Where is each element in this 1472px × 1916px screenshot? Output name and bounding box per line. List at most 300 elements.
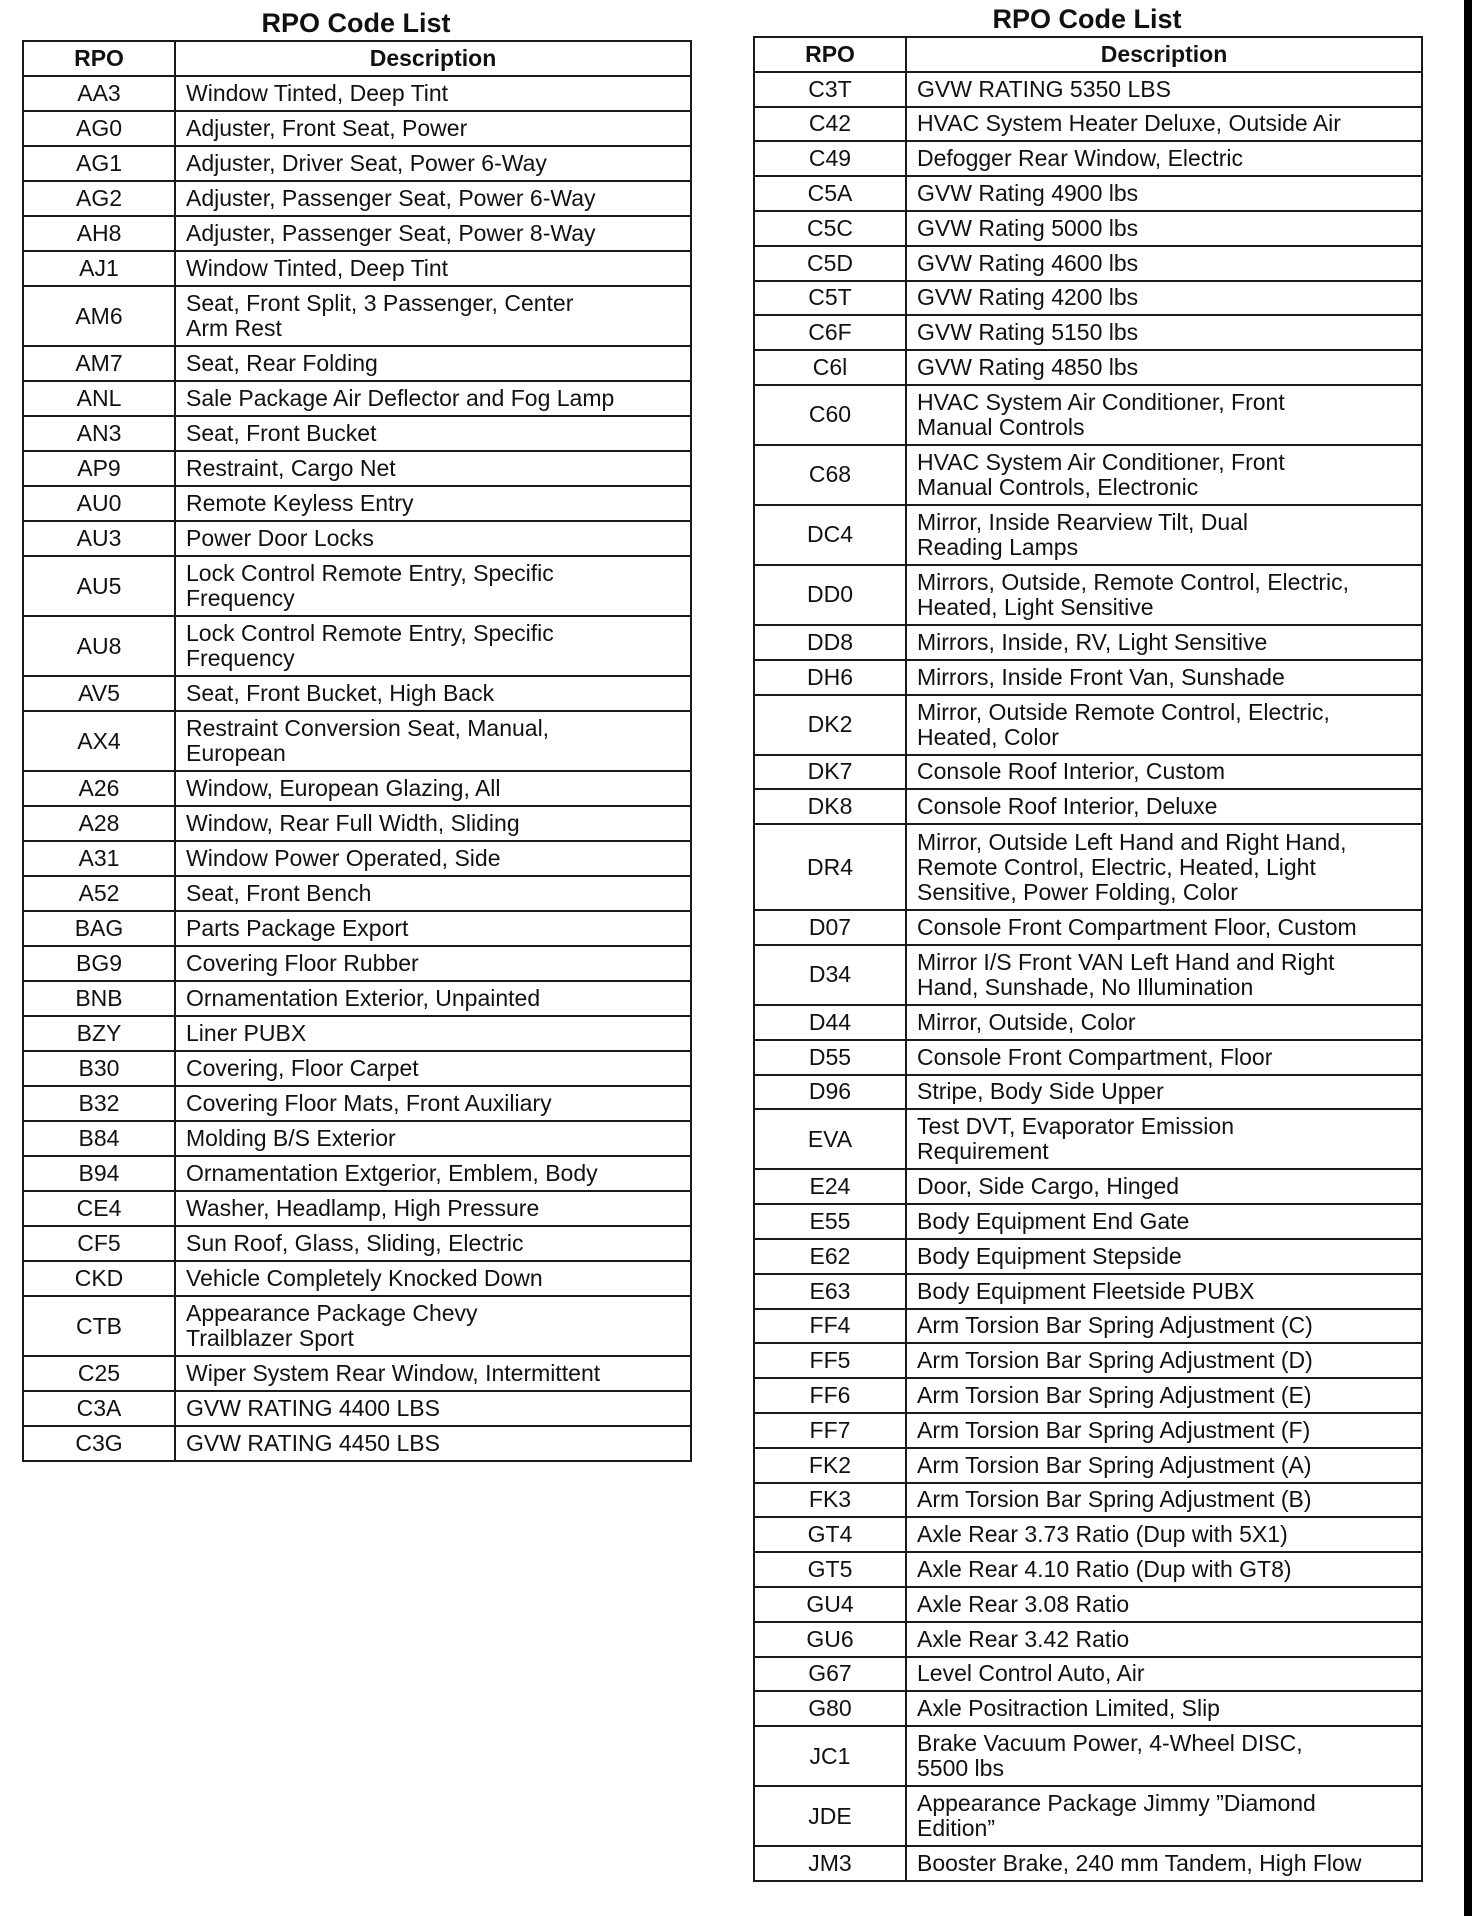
rpo-code-cell: AU5 xyxy=(23,556,175,616)
description-line: Console Front Compartment Floor, Custom xyxy=(917,914,1357,941)
table-row xyxy=(754,755,1422,790)
description-line: Seat, Front Bench xyxy=(186,880,372,906)
table-row xyxy=(23,521,691,556)
rpo-code-cell: AG0 xyxy=(23,111,175,146)
table-row xyxy=(23,1356,691,1391)
rpo-code-cell: AH8 xyxy=(23,216,175,251)
description-line: Mirror, Inside Rearview Tilt, Dual xyxy=(917,508,1249,535)
description-cell xyxy=(906,1448,1422,1483)
page-edge-bar xyxy=(1464,0,1472,1916)
rpo-code-cell: DK2 xyxy=(754,695,906,755)
rpo-code-cell: AV5 xyxy=(23,676,175,711)
table-title: RPO Code List xyxy=(992,4,1182,34)
table-row xyxy=(754,445,1422,505)
table-row xyxy=(754,1239,1422,1274)
rpo-code-cell: FK2 xyxy=(754,1448,906,1483)
description-line: 5500 lbs xyxy=(917,1755,1004,1782)
table-row xyxy=(23,981,691,1016)
rpo-code-cell: DR4 xyxy=(754,824,906,910)
description-line: Adjuster, Driver Seat, Power 6-Way xyxy=(186,150,547,176)
description-line: Stripe, Body Side Upper xyxy=(917,1078,1164,1105)
rpo-code-cell: AA3 xyxy=(23,76,175,111)
table-row xyxy=(754,660,1422,695)
description-cell xyxy=(175,1086,691,1121)
table-row xyxy=(754,281,1422,316)
rpo-code-cell: D96 xyxy=(754,1075,906,1110)
table-row xyxy=(754,1040,1422,1075)
rpo-code-cell: JM3 xyxy=(754,1846,906,1881)
description-cell xyxy=(175,1016,691,1051)
description-cell xyxy=(906,1552,1422,1587)
table-row xyxy=(754,1005,1422,1040)
table-row xyxy=(23,346,691,381)
description-cell xyxy=(906,1846,1422,1881)
description-line: Ornamentation Exterior, Unpainted xyxy=(186,985,541,1011)
rpo-code-cell: AU8 xyxy=(23,616,175,676)
table-row xyxy=(23,146,691,181)
description-line: Heated, Color xyxy=(917,723,1059,750)
description-line: GVW Rating 4850 lbs xyxy=(917,354,1139,381)
rpo-code-cell: C3G xyxy=(23,1426,175,1461)
description-line: Body Equipment Stepside xyxy=(917,1242,1182,1269)
rpo-code-cell: DH6 xyxy=(754,660,906,695)
rpo-code-cell: CE4 xyxy=(23,1191,175,1226)
rpo-code-cell: BG9 xyxy=(23,946,175,981)
description-line: Adjuster, Passenger Seat, Power 8-Way xyxy=(186,220,596,246)
table-row xyxy=(23,1156,691,1191)
table-row xyxy=(23,911,691,946)
description-cell xyxy=(175,1296,691,1356)
table-row xyxy=(23,1426,691,1461)
description-line: Lock Control Remote Entry, Specific xyxy=(186,560,554,586)
description-cell xyxy=(175,876,691,911)
rpo-code-cell: AJ1 xyxy=(23,251,175,286)
description-cell xyxy=(906,1169,1422,1204)
table-row xyxy=(23,111,691,146)
description-cell xyxy=(175,216,691,251)
description-cell xyxy=(906,1075,1422,1110)
description-line: GVW Rating 4600 lbs xyxy=(917,249,1139,276)
table-row xyxy=(754,246,1422,281)
description-cell xyxy=(906,1657,1422,1692)
description-line: Appearance Package Chevy xyxy=(186,1300,478,1326)
description-cell xyxy=(906,350,1422,385)
table-row xyxy=(754,1587,1422,1622)
description-cell xyxy=(906,1483,1422,1518)
description-cell xyxy=(175,286,691,346)
description-line: Appearance Package Jimmy ”Diamond xyxy=(917,1790,1316,1817)
description-line: Trailblazer Sport xyxy=(186,1325,354,1351)
rpo-code-cell: C3T xyxy=(754,72,906,107)
rpo-code-cell: C6l xyxy=(754,350,906,385)
table-row xyxy=(23,1261,691,1296)
description-cell xyxy=(906,1726,1422,1786)
description-line: Hand, Sunshade, No Illumination xyxy=(917,973,1254,1000)
description-cell xyxy=(175,381,691,416)
description-cell xyxy=(906,1204,1422,1239)
column-header-description: Description xyxy=(175,41,691,76)
description-line: Seat, Front Bucket xyxy=(186,420,377,446)
description-line: Molding B/S Exterior xyxy=(186,1125,396,1151)
description-line: Parts Package Export xyxy=(186,915,409,941)
rpo-code-cell: CF5 xyxy=(23,1226,175,1261)
description-cell xyxy=(906,445,1422,505)
rpo-code-cell: AP9 xyxy=(23,451,175,486)
table-row xyxy=(23,286,691,346)
description-line: Window Tinted, Deep Tint xyxy=(186,255,449,281)
description-cell xyxy=(175,1191,691,1226)
description-line: Edition” xyxy=(917,1815,995,1842)
rpo-code-cell: E24 xyxy=(754,1169,906,1204)
rpo-code-cell: B30 xyxy=(23,1051,175,1086)
rpo-code-cell: GU6 xyxy=(754,1622,906,1657)
description-cell xyxy=(906,1622,1422,1657)
description-cell xyxy=(906,315,1422,350)
table-row xyxy=(23,216,691,251)
description-line: Arm Rest xyxy=(186,315,282,341)
description-cell xyxy=(906,755,1422,790)
rpo-code-cell: EVA xyxy=(754,1109,906,1169)
table-row xyxy=(23,1191,691,1226)
rpo-code-cell: AG1 xyxy=(23,146,175,181)
table-row xyxy=(754,1378,1422,1413)
description-line: Test DVT, Evaporator Emission xyxy=(917,1113,1235,1140)
table-row xyxy=(754,1483,1422,1518)
description-line: Heated, Light Sensitive xyxy=(917,593,1154,620)
rpo-code-cell: E55 xyxy=(754,1204,906,1239)
description-line: Defogger Rear Window, Electric xyxy=(917,145,1243,172)
description-line: Ornamentation Extgerior, Emblem, Body xyxy=(186,1160,598,1186)
rpo-code-cell: BNB xyxy=(23,981,175,1016)
description-cell xyxy=(906,1587,1422,1622)
description-line: Window Tinted, Deep Tint xyxy=(186,80,449,106)
description-cell xyxy=(175,676,691,711)
table-row xyxy=(23,806,691,841)
table-row xyxy=(754,695,1422,755)
rpo-code-cell: C42 xyxy=(754,107,906,142)
table-row xyxy=(23,1226,691,1261)
description-cell xyxy=(906,1005,1422,1040)
description-cell xyxy=(175,451,691,486)
table-row xyxy=(754,107,1422,142)
description-line: Power Door Locks xyxy=(186,525,374,551)
description-line: HVAC System Heater Deluxe, Outside Air xyxy=(917,110,1341,137)
rpo-code-cell: C25 xyxy=(23,1356,175,1391)
rpo-table-left xyxy=(22,40,692,1462)
table-row xyxy=(23,1051,691,1086)
rpo-code-cell: JC1 xyxy=(754,1726,906,1786)
description-line: Manual Controls, Electronic xyxy=(917,473,1199,500)
description-cell xyxy=(175,1156,691,1191)
rpo-code-cell: FF5 xyxy=(754,1343,906,1378)
table-row xyxy=(754,1274,1422,1309)
rpo-code-cell: B94 xyxy=(23,1156,175,1191)
rpo-code-cell: DC4 xyxy=(754,505,906,565)
table-row xyxy=(23,251,691,286)
description-line: GVW RATING 4450 LBS xyxy=(186,1430,440,1456)
rpo-code-cell: C60 xyxy=(754,385,906,445)
description-line: GVW Rating 5150 lbs xyxy=(917,319,1139,346)
description-line: Mirror, Outside Left Hand and Right Hand, xyxy=(917,828,1347,855)
rpo-code-cell: AG2 xyxy=(23,181,175,216)
description-line: Console Roof Interior, Custom xyxy=(917,758,1226,785)
description-line: GVW RATING 4400 LBS xyxy=(186,1395,440,1421)
table-row xyxy=(754,1786,1422,1846)
description-line: Vehicle Completely Knocked Down xyxy=(186,1265,543,1291)
description-line: Arm Torsion Bar Spring Adjustment (D) xyxy=(917,1347,1313,1374)
column-header-rpo: RPO xyxy=(754,37,906,72)
description-cell xyxy=(906,505,1422,565)
description-line: Adjuster, Passenger Seat, Power 6-Way xyxy=(186,185,596,211)
description-line: Brake Vacuum Power, 4-Wheel DISC, xyxy=(917,1730,1303,1757)
rpo-code-cell: C5A xyxy=(754,176,906,211)
rpo-code-cell: C6F xyxy=(754,315,906,350)
description-line: Sun Roof, Glass, Sliding, Electric xyxy=(186,1230,524,1256)
description-line: Axle Rear 4.10 Ratio (Dup with GT8) xyxy=(917,1556,1292,1582)
rpo-code-cell: C5T xyxy=(754,281,906,316)
table-row xyxy=(754,505,1422,565)
description-line: Window, European Glazing, All xyxy=(186,775,501,801)
description-line: Remote Keyless Entry xyxy=(186,490,414,516)
table-row xyxy=(754,945,1422,1005)
description-cell xyxy=(906,141,1422,176)
table-row xyxy=(23,1016,691,1051)
table-row xyxy=(754,315,1422,350)
description-line: Body Equipment End Gate xyxy=(917,1208,1190,1235)
description-cell xyxy=(906,910,1422,945)
rpo-code-cell: AM7 xyxy=(23,346,175,381)
description-line: Seat, Front Split, 3 Passenger, Center xyxy=(186,290,574,316)
description-cell xyxy=(175,486,691,521)
rpo-code-cell: C68 xyxy=(754,445,906,505)
description-line: Axle Rear 3.73 Ratio (Dup with 5X1) xyxy=(917,1521,1288,1548)
description-line: Seat, Front Bucket, High Back xyxy=(186,680,495,706)
description-line: Mirrors, Inside Front Van, Sunshade xyxy=(917,663,1285,690)
description-cell xyxy=(906,211,1422,246)
table-row xyxy=(754,1622,1422,1657)
table-row xyxy=(754,72,1422,107)
rpo-code-cell: CKD xyxy=(23,1261,175,1296)
rpo-code-cell: D55 xyxy=(754,1040,906,1075)
description-cell xyxy=(906,695,1422,755)
description-cell xyxy=(906,1413,1422,1448)
description-cell xyxy=(175,946,691,981)
description-line: Reading Lamps xyxy=(917,533,1079,560)
description-line: Seat, Rear Folding xyxy=(186,350,378,376)
description-cell xyxy=(906,385,1422,445)
description-line: Door, Side Cargo, Hinged xyxy=(917,1173,1180,1200)
rpo-code-cell: BAG xyxy=(23,911,175,946)
description-line: GVW Rating 4200 lbs xyxy=(917,284,1139,311)
description-line: Axle Rear 3.42 Ratio xyxy=(917,1625,1130,1652)
rpo-code-cell: G80 xyxy=(754,1691,906,1726)
rpo-code-cell: A52 xyxy=(23,876,175,911)
description-line: Frequency xyxy=(186,645,295,671)
description-line: Arm Torsion Bar Spring Adjustment (F) xyxy=(917,1416,1311,1443)
rpo-code-cell: A26 xyxy=(23,771,175,806)
table-row xyxy=(754,824,1422,910)
rpo-code-cell: DD8 xyxy=(754,625,906,660)
table-row xyxy=(754,1691,1422,1726)
table-row xyxy=(754,789,1422,824)
description-line: Level Control Auto, Air xyxy=(917,1660,1145,1687)
description-cell xyxy=(906,72,1422,107)
description-cell xyxy=(175,616,691,676)
description-cell xyxy=(906,246,1422,281)
description-cell xyxy=(175,1426,691,1461)
table-row xyxy=(754,1309,1422,1344)
description-line: Body Equipment Fleetside PUBX xyxy=(917,1277,1255,1304)
description-cell xyxy=(175,981,691,1016)
description-cell xyxy=(906,789,1422,824)
table-row xyxy=(754,1169,1422,1204)
description-line: Restraint Conversion Seat, Manual, xyxy=(186,715,550,741)
table-row xyxy=(23,556,691,616)
description-line: Window Power Operated, Side xyxy=(186,845,501,871)
rpo-code-cell: FF6 xyxy=(754,1378,906,1413)
description-line: GVW Rating 4900 lbs xyxy=(917,180,1139,207)
description-cell xyxy=(906,660,1422,695)
rpo-code-cell: D07 xyxy=(754,910,906,945)
description-cell xyxy=(906,1040,1422,1075)
table-row xyxy=(23,1086,691,1121)
description-cell xyxy=(175,841,691,876)
description-cell xyxy=(906,945,1422,1005)
description-cell xyxy=(906,107,1422,142)
column-header-description: Description xyxy=(906,37,1422,72)
description-line: Mirrors, Inside, RV, Light Sensitive xyxy=(917,628,1268,655)
description-line: Arm Torsion Bar Spring Adjustment (A) xyxy=(917,1451,1312,1478)
description-line: Washer, Headlamp, High Pressure xyxy=(186,1195,540,1221)
description-cell xyxy=(906,1517,1422,1552)
rpo-code-cell: D44 xyxy=(754,1005,906,1040)
rpo-code-cell: DK7 xyxy=(754,755,906,790)
table-row xyxy=(754,1657,1422,1692)
table-row xyxy=(23,876,691,911)
table-row xyxy=(23,841,691,876)
description-line: Axle Rear 3.08 Ratio xyxy=(917,1590,1130,1617)
rpo-code-cell: FF4 xyxy=(754,1309,906,1344)
table-row xyxy=(23,451,691,486)
table-row xyxy=(23,181,691,216)
description-line: Requirement xyxy=(917,1138,1049,1165)
table-row xyxy=(754,1204,1422,1239)
table-row xyxy=(754,1343,1422,1378)
description-cell xyxy=(175,556,691,616)
table-row xyxy=(754,565,1422,625)
description-cell xyxy=(175,416,691,451)
table-row xyxy=(23,946,691,981)
description-cell xyxy=(906,1309,1422,1344)
table-row xyxy=(754,385,1422,445)
rpo-code-cell: C5C xyxy=(754,211,906,246)
description-line: Remote Control, Electric, Heated, Light xyxy=(917,853,1316,880)
description-cell xyxy=(175,146,691,181)
table-row xyxy=(23,771,691,806)
description-cell xyxy=(175,1121,691,1156)
description-line: Sale Package Air Deflector and Fog Lamp xyxy=(186,385,615,411)
table-row xyxy=(754,1109,1422,1169)
description-line: Liner PUBX xyxy=(186,1020,307,1046)
rpo-code-cell: B84 xyxy=(23,1121,175,1156)
description-cell xyxy=(175,806,691,841)
table-row xyxy=(754,1517,1422,1552)
rpo-code-cell: A28 xyxy=(23,806,175,841)
table-header-row xyxy=(754,37,1422,72)
description-line: Wiper System Rear Window, Intermittent xyxy=(186,1360,601,1386)
description-cell xyxy=(906,824,1422,910)
description-line: European xyxy=(186,740,286,766)
description-cell xyxy=(175,1356,691,1391)
description-line: GVW RATING 5350 LBS xyxy=(917,75,1171,102)
table-row xyxy=(23,416,691,451)
description-line: Frequency xyxy=(186,585,295,611)
rpo-code-cell: G67 xyxy=(754,1657,906,1692)
description-cell xyxy=(906,176,1422,211)
description-line: Arm Torsion Bar Spring Adjustment (E) xyxy=(917,1382,1312,1409)
rpo-list-left xyxy=(22,6,690,1462)
description-cell xyxy=(906,1274,1422,1309)
description-line: Lock Control Remote Entry, Specific xyxy=(186,620,554,646)
description-line: Manual Controls xyxy=(917,413,1085,440)
rpo-code-cell: A31 xyxy=(23,841,175,876)
description-line: Restraint, Cargo Net xyxy=(186,455,396,481)
description-line: Covering, Floor Carpet xyxy=(186,1055,419,1081)
rpo-code-cell: E62 xyxy=(754,1239,906,1274)
table-row xyxy=(23,1296,691,1356)
table-row xyxy=(23,1391,691,1426)
table-row xyxy=(23,76,691,111)
description-cell xyxy=(175,711,691,771)
table-row xyxy=(754,910,1422,945)
description-line: Arm Torsion Bar Spring Adjustment (C) xyxy=(917,1312,1313,1339)
rpo-code-cell: BZY xyxy=(23,1016,175,1051)
table-row xyxy=(754,1448,1422,1483)
table-row xyxy=(23,1121,691,1156)
rpo-list-right xyxy=(753,2,1421,1882)
description-cell xyxy=(175,1051,691,1086)
description-line: Sensitive, Power Folding, Color xyxy=(917,878,1238,905)
description-cell xyxy=(175,251,691,286)
description-line: HVAC System Air Conditioner, Front xyxy=(917,448,1285,475)
description-line: Covering Floor Mats, Front Auxiliary xyxy=(186,1090,552,1116)
table-row xyxy=(754,1413,1422,1448)
rpo-code-cell: E63 xyxy=(754,1274,906,1309)
rpo-code-cell: D34 xyxy=(754,945,906,1005)
rpo-code-cell: B32 xyxy=(23,1086,175,1121)
description-line: Covering Floor Rubber xyxy=(186,950,419,976)
description-cell xyxy=(906,625,1422,660)
description-line: Console Roof Interior, Deluxe xyxy=(917,793,1218,820)
description-cell xyxy=(175,346,691,381)
description-cell xyxy=(175,1391,691,1426)
rpo-code-cell: AM6 xyxy=(23,286,175,346)
rpo-code-cell: C5D xyxy=(754,246,906,281)
description-cell xyxy=(906,565,1422,625)
table-row xyxy=(754,1552,1422,1587)
table-row xyxy=(23,486,691,521)
description-cell xyxy=(906,1786,1422,1846)
description-cell xyxy=(175,1261,691,1296)
description-cell xyxy=(175,911,691,946)
description-cell xyxy=(175,111,691,146)
rpo-code-cell: DD0 xyxy=(754,565,906,625)
rpo-code-cell: ANL xyxy=(23,381,175,416)
rpo-code-cell: GU4 xyxy=(754,1587,906,1622)
table-row xyxy=(754,625,1422,660)
rpo-code-cell: C49 xyxy=(754,141,906,176)
table-row xyxy=(754,1075,1422,1110)
